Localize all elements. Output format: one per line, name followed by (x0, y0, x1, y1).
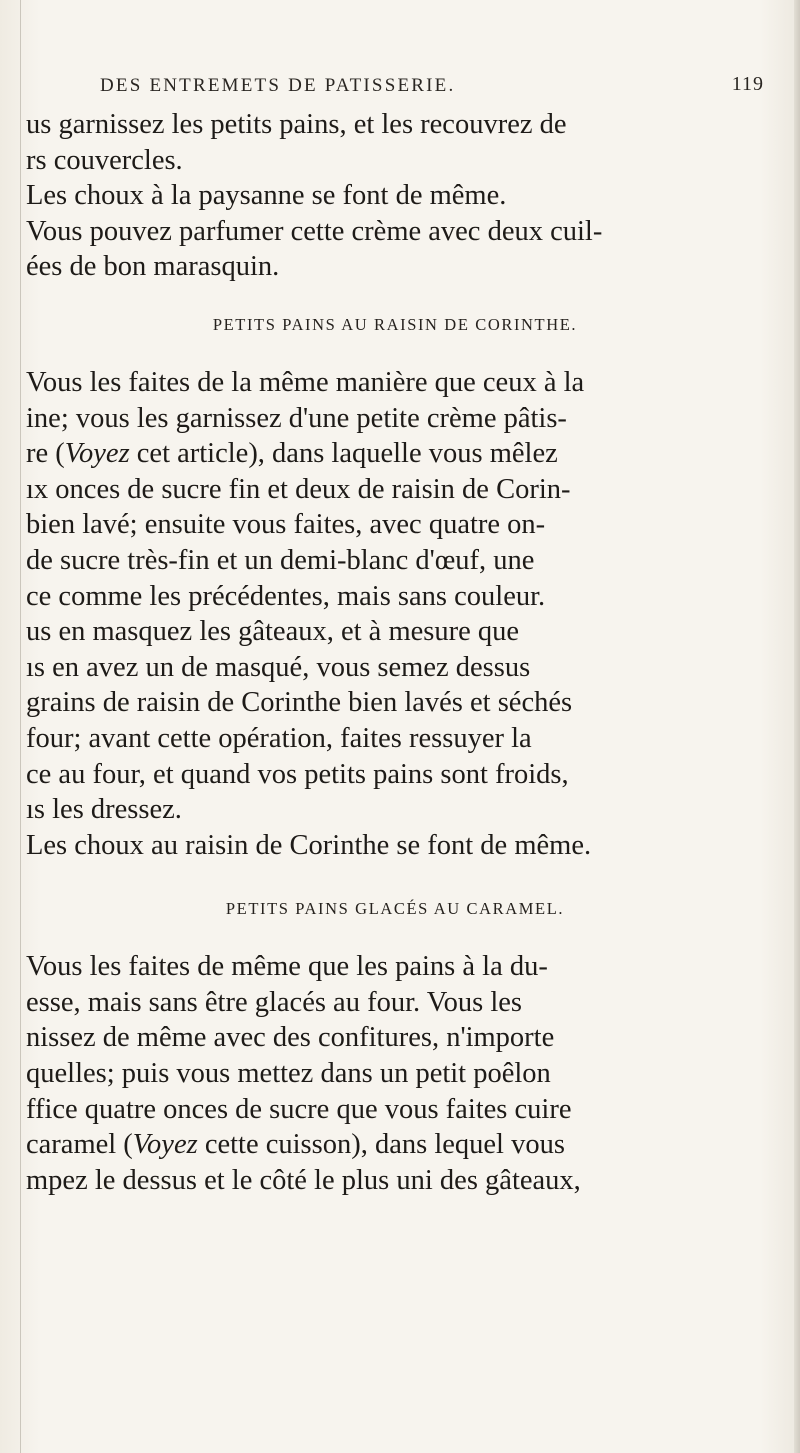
text-line: Vous pouvez parfumer cette crème avec deux cuil- (26, 215, 603, 247)
running-header (100, 75, 764, 105)
text-line: de sucre très-fin et un demi-blanc d'œuf, une (26, 544, 535, 576)
page-text (26, 107, 764, 1198)
gutter-line (20, 0, 21, 1453)
section-heading-caramel: PETITS PAINS GLACÉS AU CARAMEL. (225, 899, 565, 919)
text-line: Vous les faites de la même manière que ceux à la (26, 366, 585, 398)
text-line: ce comme les précédentes, mais sans couleur. (26, 580, 546, 612)
text-line: ıx onces de sucre fin et deux de raisin de Corin- (26, 473, 571, 505)
text-fragment: cet article), dans laquelle vous mêlez (129, 438, 558, 470)
italic-reference: Voyez (64, 438, 130, 470)
text-line: mpez le dessus et le côté le plus uni des gâteaux, (26, 1164, 581, 1196)
text-line: us garnissez les petits pains, et les recouvrez de (26, 109, 567, 140)
text-line: grains de raisin de Corinthe bien lavés et séchés (26, 687, 573, 719)
section-heading-raisin: PETITS PAINS AU RAISIN DE CORINTHE. (212, 314, 578, 334)
text-line: ce au four, et quand vos petits pains sont froids, (26, 758, 569, 790)
text-line: Les choux au raisin de Corinthe se font de même. (26, 829, 592, 861)
text-line: bien lavé; ensuite vous faites, avec quatre on- (26, 509, 546, 541)
text-line: nissez de même avec des confitures, n'importe (26, 1022, 555, 1054)
text-line (26, 1127, 764, 1163)
text-fragment: re ( (26, 438, 65, 470)
text-line: quelles; puis vous mettez dans un petit poêlon (26, 1058, 551, 1090)
text-line: ffice quatre onces de sucre que vous faites cuire (26, 1093, 572, 1125)
text-line: ine; vous les garnissez d'une petite crème pâtis- (26, 402, 567, 434)
running-title: DES ENTREMETS DE PATISSERIE. (100, 75, 456, 96)
text-line: four; avant cette opération, faites ressuyer la (26, 722, 532, 754)
text-line: ıs en avez un de masqué, vous semez dessus (26, 651, 531, 683)
text-fragment: caramel ( (26, 1129, 133, 1161)
text-line (26, 436, 764, 472)
text-fragment: cette cuisson), dans lequel vous (197, 1129, 565, 1161)
text-line: esse, mais sans être glacés au four. Vous les (26, 986, 523, 1018)
text-line: Vous les faites de même que les pains à la du- (26, 951, 548, 983)
page-number: 119 (731, 73, 764, 95)
page-edge (794, 0, 800, 1453)
text-line: ıs les dressez. (26, 794, 182, 826)
text-line: rs couvercles. (26, 144, 183, 176)
text-line: ées de bon marasquin. (26, 251, 280, 283)
text-line: Les choux à la paysanne se font de même. (26, 180, 507, 212)
italic-reference: Voyez (132, 1129, 198, 1161)
text-line: us en masquez les gâteaux, et à mesure que (26, 616, 520, 648)
